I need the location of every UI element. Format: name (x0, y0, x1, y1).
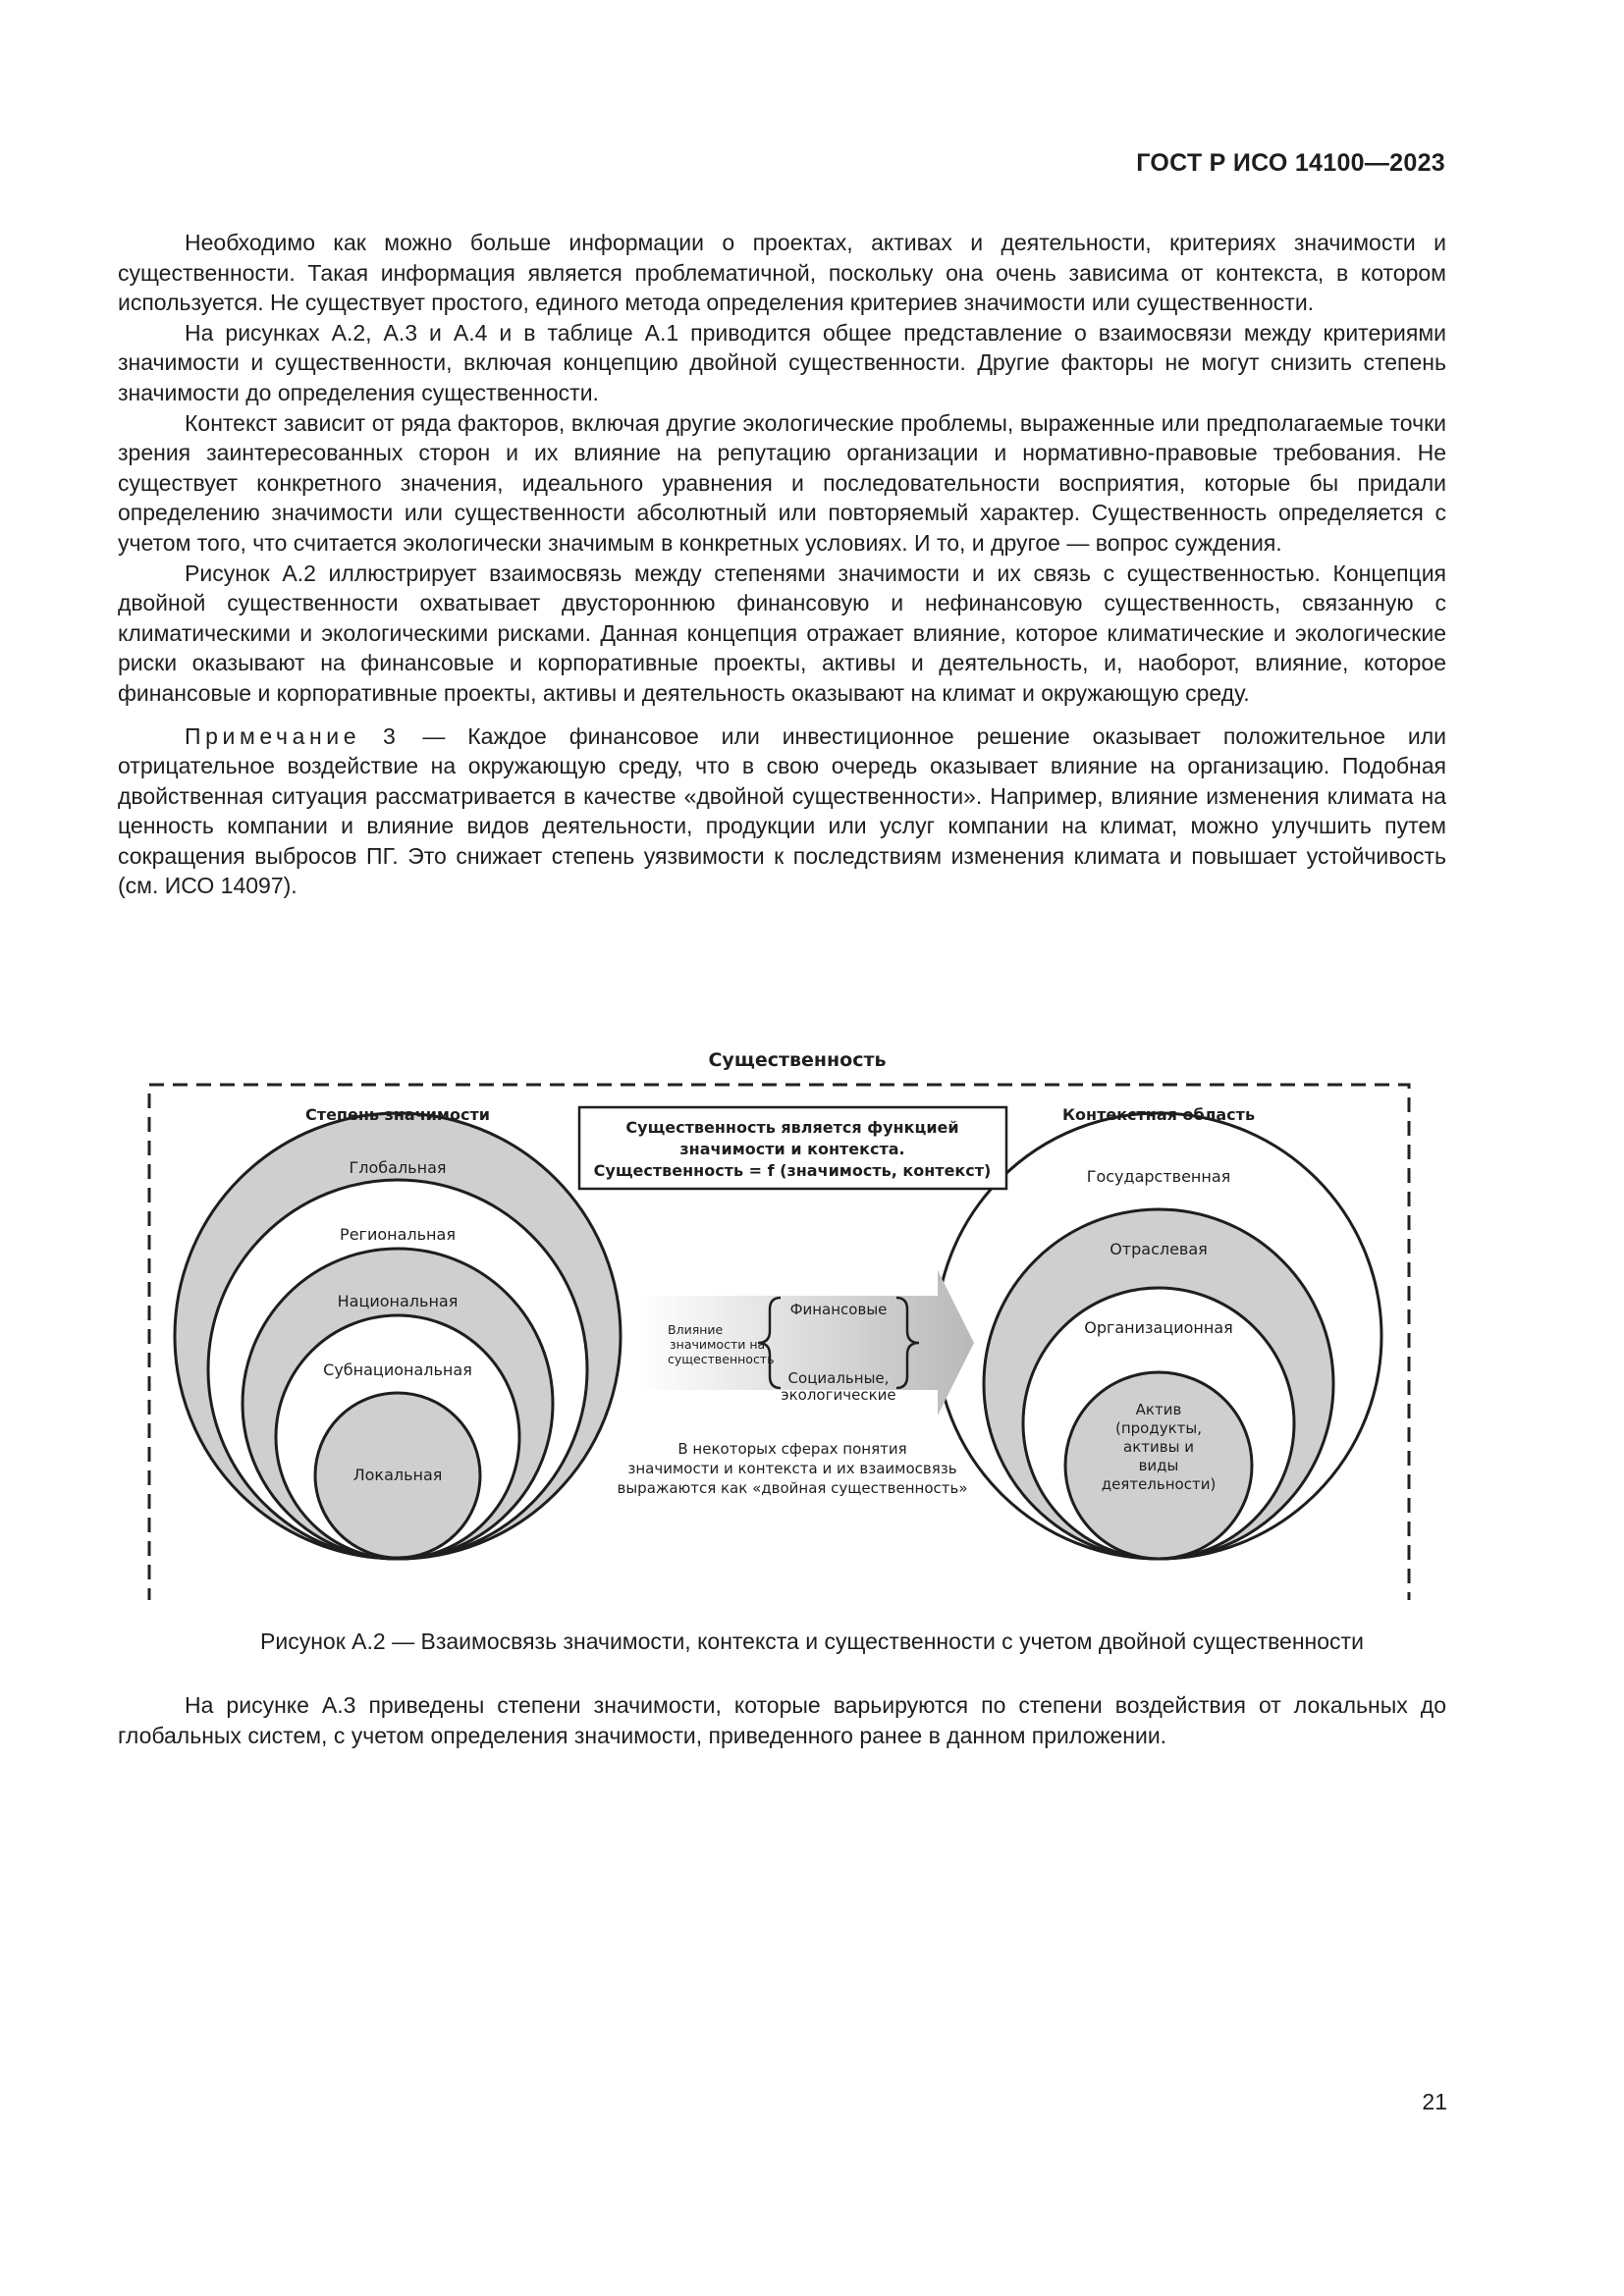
note-paragraph (118, 721, 1446, 902)
after-text (118, 1690, 1446, 1751)
body-text (118, 228, 1446, 901)
figure-a2 (0, 1031, 1624, 1600)
right-title: Контекстная область (1061, 1105, 1256, 1124)
asset-label: активы и (1123, 1438, 1194, 1456)
paragraph: Контекст зависит от ряда факторов, включая другие экологические проблемы, выраженные или предполагаемые точки зрения заинтересованных сторон и их влияние на репутацию организации и нормативно-правовые требования. Не существует конкретного значения, идеального уравнения и последовательности восприятия, которые бы придали определению значимости или существенности абсолютный или повторяемый характер. Существенность определяется с учетом того, что считается экологически значимым в конкретных условиях. И то, и другое — вопрос суждения. (118, 409, 1446, 556)
context-label: Государственная (1086, 1167, 1231, 1186)
asset-label: Актив (1135, 1401, 1182, 1418)
paragraph: Необходимо как можно больше информации о проектах, активах и деятельности, критериях значимости и существенности. Такая информация является проблематичной, поскольку она очень зависима от контекста, в котором используется. Не существует простого, единого метода определения критериев значимости или существенности. (118, 230, 1446, 316)
definition-line: значимости и контекста. (679, 1140, 905, 1158)
definition-line: Существенность является функцией (625, 1118, 959, 1137)
document-header: ГОСТ Р ИСО 14100—2023 (1136, 149, 1445, 177)
level-label: Глобальная (349, 1158, 447, 1177)
note-line: В некоторых сферах понятия (677, 1440, 907, 1458)
asset-label: виды (1138, 1457, 1179, 1474)
asset-label: (продукты, (1114, 1419, 1203, 1437)
definition-line: Существенность = f (значимость, контекст) (593, 1161, 992, 1180)
left-title: Степень значимости (305, 1105, 490, 1124)
figure-title: Существенность (708, 1049, 887, 1071)
level-label: Региональная (340, 1225, 456, 1244)
note-label: Примечание (185, 722, 361, 749)
page-number: 21 (1422, 2089, 1447, 2114)
paragraph: На рисунках А.2, А.3 и А.4 и в таблице А.1 приводится общее представление о взаимосвязи между критериями значимости и существенности, включая концепцию двойной существенности. Другие факторы не могут снизить степень значимости до определения существенности. (118, 319, 1446, 405)
note-text: — Каждое финансовое или инвестиционное решение оказывает положительное или отрицательное воздействие на окружающую среду, что в свою очередь оказывает влияние на организацию. Подобная двойственная ситуация рассматривается в качестве «двойной существенности». Например, влияние изменения климата на ценность компании и влияние видов деятельности, продукции или услуг компании на климат, можно улучшить путем сокращения выбросов ПГ. Это снижает степень уязвимости к последствиям изменения климата и повышает устойчивость (см. ИСО 14097). (118, 722, 1447, 899)
arrow-label: существенность (668, 1352, 775, 1366)
social-label: Социальные, (787, 1369, 890, 1387)
arrow-label: Влияние (668, 1322, 724, 1337)
paragraph: Рисунок А.2 иллюстрирует взаимосвязь между степенями значимости и их связь с существенностью. Концепция двойной существенности охватывает двустороннюю финансовую и нефинансовую существенность, связанную с климатическими и экологическими рисками. Данная концепция отражает влияние, которое климатические и экологические риски оказывают на финансовые и корпоративные проекты, активы и деятельность, и, наоборот, влияние, которое финансовые и корпоративные проекты, активы и деятельность оказывают на климат и окружающую среду. (118, 560, 1446, 706)
context-label: Отраслевая (1110, 1240, 1208, 1258)
asset-label: деятельности) (1101, 1475, 1217, 1493)
level-label: Национальная (337, 1292, 459, 1310)
social-label: экологические (781, 1386, 896, 1404)
note-line: значимости и контекста и их взаимосвязь (627, 1460, 957, 1477)
level-label: Локальная (352, 1466, 443, 1484)
figure-caption: Рисунок А.2 — Взаимосвязь значимости, контекста и существенности с учетом двойной существенности (260, 1629, 1364, 1654)
note-number: 3 (383, 722, 401, 749)
arrow-label: значимости на (670, 1337, 766, 1352)
context-label: Организационная (1084, 1318, 1233, 1337)
level-label: Субнациональная (323, 1361, 472, 1379)
paragraph: На рисунке А.3 приведены степени значимости, которые варьируются по степени воздействия от локальных до глобальных систем, с учетом определения значимости, приведенного ранее в данном приложении. (118, 1692, 1446, 1748)
figure-diagram (0, 1031, 1624, 1600)
significance-circles (175, 1113, 621, 1559)
financial-label: Финансовые (789, 1301, 888, 1318)
note-line: выражаются как «двойная существенность» (617, 1479, 968, 1497)
